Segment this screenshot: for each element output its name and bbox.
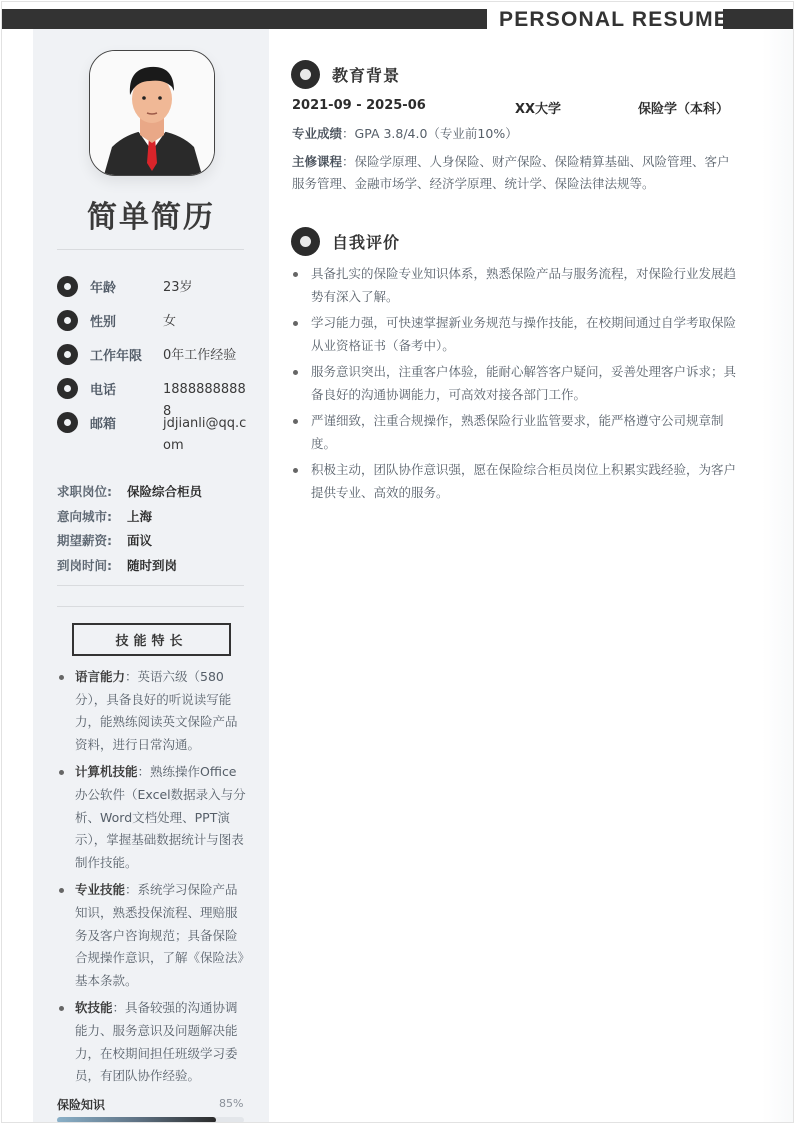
education-header <box>291 59 400 89</box>
skill-progress-fill <box>57 1117 216 1123</box>
self-eval-header <box>291 226 400 256</box>
info-row-age <box>57 275 193 297</box>
info-row-gender <box>57 309 177 331</box>
resume-page <box>1 1 794 1123</box>
person-avatar-icon <box>89 50 215 176</box>
sidebar <box>33 29 269 1123</box>
header-title: PERSONAL RESUME <box>499 8 729 31</box>
job-intent-position: 求职岗位: 保险综合柜员 <box>57 484 203 499</box>
info-value: 23岁 <box>163 280 193 295</box>
ring-bullet-icon <box>57 344 78 365</box>
job-intent-availability: 到岗时间: 随时到岗 <box>57 558 178 573</box>
info-value: 女 <box>163 314 177 329</box>
self-eval-item: 严谨细致，注重合规操作，熟悉保险行业监管要求，能严格遵守公司规章制度。 <box>291 410 736 455</box>
skill-progress-bar <box>57 1117 244 1123</box>
info-row-phone <box>57 377 246 419</box>
info-label: 年龄 <box>90 281 117 296</box>
section-title: 自我评价 <box>332 232 401 252</box>
divider <box>57 249 244 250</box>
resume-name: 简单简历 <box>87 200 215 235</box>
job-intent-city: 意向城市: 上海 <box>57 509 153 524</box>
education-period: 2021-09 - 2025-06 <box>292 98 426 113</box>
job-intent-salary: 期望薪资: 面议 <box>57 533 153 548</box>
education-row <box>292 98 732 118</box>
info-label: 电话 <box>90 383 117 398</box>
ring-bullet-icon <box>57 310 78 331</box>
ring-bullet-icon <box>57 378 78 399</box>
info-label: 工作年限 <box>90 349 143 364</box>
skill-item: 软技能：具备较强的沟通协调能力、服务意识及问题解决能力，在校期间担任班级学习委员，有团队协作经验。 <box>57 997 247 1087</box>
skill-bar-label: 保险知识 <box>57 1098 106 1112</box>
section-title: 教育背景 <box>332 65 401 85</box>
skill-item: 语言能力：英语六级（580分），具备良好的听说读写能力，能熟练阅读英文保险产品资料，进行日常沟通。 <box>57 666 247 756</box>
self-eval-item: 具备扎实的保险专业知识体系，熟悉保险产品与服务流程，对保险行业发展趋势有深入了解。 <box>291 263 736 308</box>
info-value: jdjianli@qq.com <box>163 416 247 453</box>
info-value: 18888888888 <box>163 382 246 419</box>
ring-section-icon <box>291 60 320 89</box>
skills-list <box>57 666 247 1093</box>
education-courses: 主修课程：保险学原理、人身保险、财产保险、保险精算基础、风险管理、客户服务管理、金融市场学、经济学原理、统计学、保险法律法规等。 <box>292 154 730 191</box>
info-value: 0年工作经验 <box>163 348 237 363</box>
skill-bar-percent: 85% <box>219 1097 244 1110</box>
ring-bullet-icon <box>57 276 78 297</box>
skill-item: 专业技能：系统学习保险产品知识，熟悉投保流程、理赔服务及客户咨询规范；具备保险合规操作意识，了解《保险法》基本条款。 <box>57 879 247 992</box>
skills-title: 技能特长 <box>72 623 231 656</box>
skill-item: 计算机技能：熟练操作Office办公软件（Excel数据录入与分析、Word文档处理、PPT演示），掌握基础数据统计与图表制作技能。 <box>57 761 247 874</box>
divider <box>57 606 244 607</box>
info-row-email <box>57 411 247 453</box>
self-eval-item: 服务意识突出，注重客户体验，能耐心解答客户疑问，妥善处理客户诉求；具备良好的沟通协调能力，可高效对接各部门工作。 <box>291 361 736 406</box>
self-eval-item: 学习能力强，可快速掌握新业务规范与操作技能，在校期间通过自学考取保险从业资格证书（备考中）。 <box>291 312 736 357</box>
self-eval-item: 积极主动，团队协作意识强，愿在保险综合柜员岗位上积累实践经验，为客户提供专业、高效的服务。 <box>291 459 736 504</box>
info-row-experience <box>57 343 237 365</box>
self-eval-list <box>291 263 736 508</box>
education-major: 保险学（本科） <box>638 102 730 117</box>
ring-bullet-icon <box>57 412 78 433</box>
page-edge <box>762 30 793 1122</box>
info-label: 性别 <box>90 315 117 330</box>
ring-section-icon <box>291 227 320 256</box>
info-label: 邮箱 <box>90 417 117 432</box>
education-school: XX大学 <box>515 102 562 117</box>
education-gpa: 专业成绩：GPA 3.8/4.0（专业前10%） <box>292 126 518 141</box>
divider <box>57 585 244 586</box>
